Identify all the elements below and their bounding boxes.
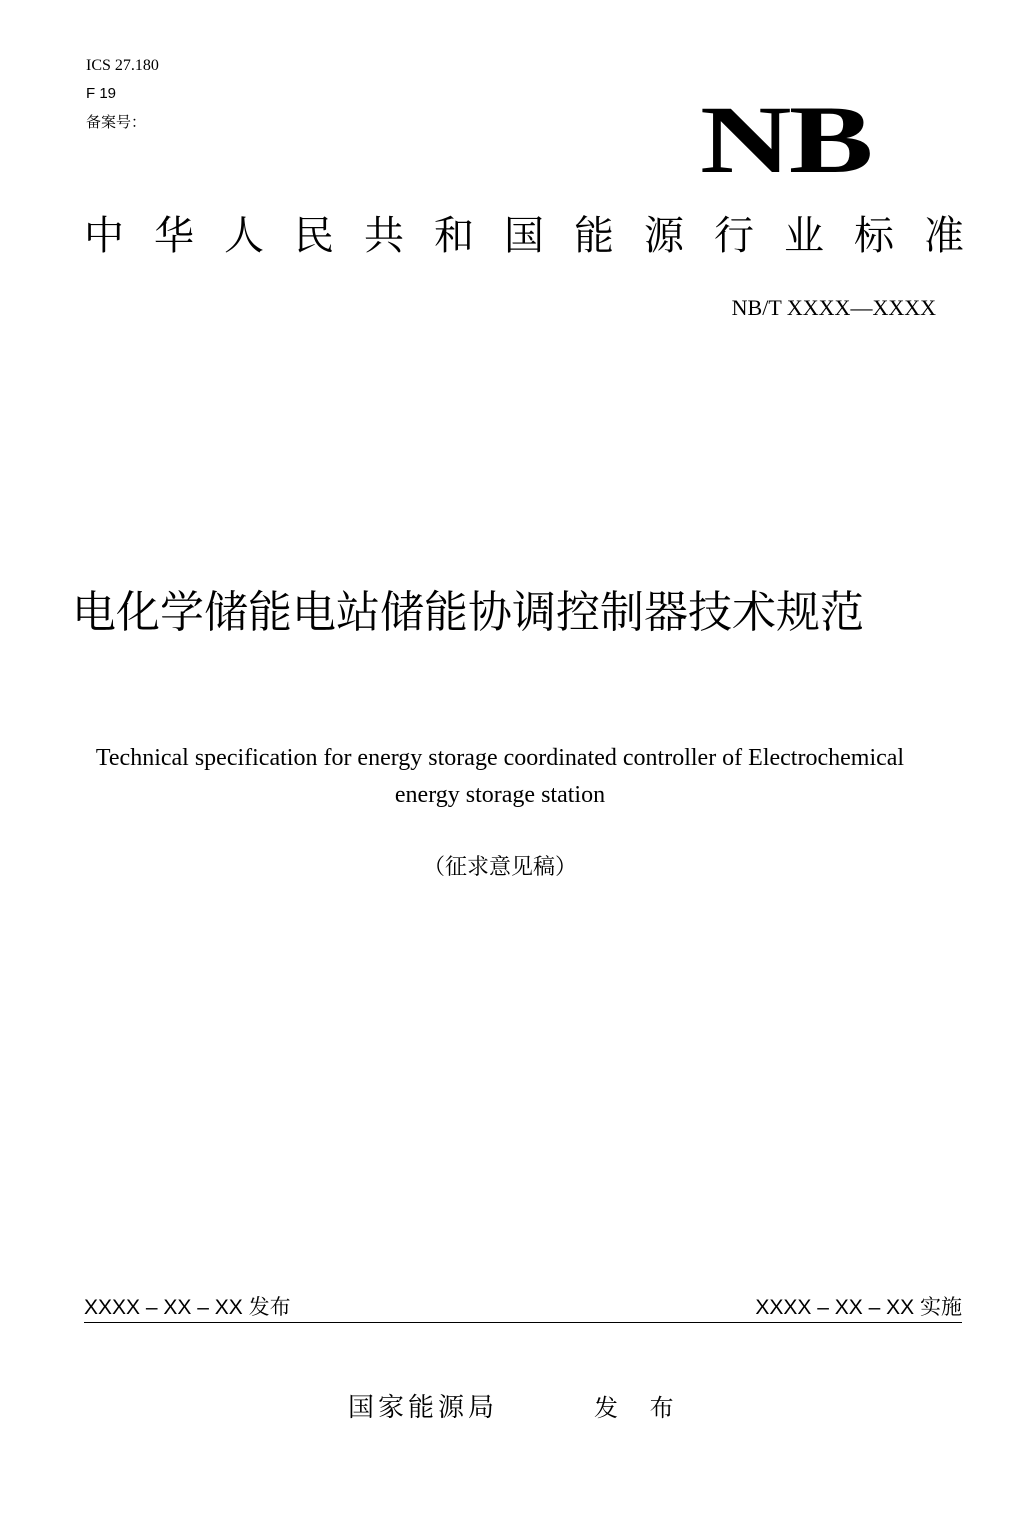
- issuer-char: 能: [574, 213, 614, 259]
- draft-status-note: （征求意见稿）: [422, 855, 577, 880]
- issuer-char: 人: [224, 213, 264, 259]
- record-number-label: 备案号：: [86, 113, 147, 131]
- issuing-authority-heading: [84, 210, 964, 262]
- classification-code: F 19: [86, 85, 117, 102]
- publisher-name: 国家能源局: [348, 1393, 499, 1423]
- issue-date-block: [84, 1292, 291, 1323]
- issuer-char: 民: [294, 213, 334, 259]
- issuer-char: 中: [84, 213, 124, 259]
- issuer-char: 和: [434, 213, 474, 259]
- standard-number: NB/T XXXX—XXXX: [731, 295, 936, 320]
- publish-word: 发 布: [594, 1394, 686, 1422]
- implementation-label: 实施: [920, 1295, 962, 1319]
- implementation-date: XXXX – XX – XX: [755, 1296, 915, 1319]
- nb-logo: NB: [700, 86, 871, 193]
- date-row: [84, 1292, 962, 1323]
- issuer-char: 共: [364, 213, 404, 259]
- issuer-char: 华: [154, 213, 194, 259]
- issuer-char: 国: [504, 213, 544, 259]
- issuer-char: 源: [644, 213, 684, 259]
- english-title-line-1: Technical specification for energy storage coordinated controller of Electrochemical: [95, 745, 905, 771]
- issuer-char: 行: [714, 213, 754, 259]
- issue-date: XXXX – XX – XX: [84, 1296, 243, 1319]
- ics-code: ICS 27.180: [86, 57, 159, 74]
- issuer-char: 业: [784, 213, 824, 259]
- document-title-chinese: 电化学储能电站储能协调控制器技术规范: [72, 587, 864, 638]
- document-title-english: [60, 740, 940, 814]
- english-title-line-2: energy storage station: [394, 782, 606, 808]
- issuer-char: 标: [854, 213, 894, 259]
- issuer-char: 准: [924, 213, 964, 259]
- implementation-date-block: [755, 1292, 962, 1323]
- issue-label: 发布: [248, 1295, 291, 1319]
